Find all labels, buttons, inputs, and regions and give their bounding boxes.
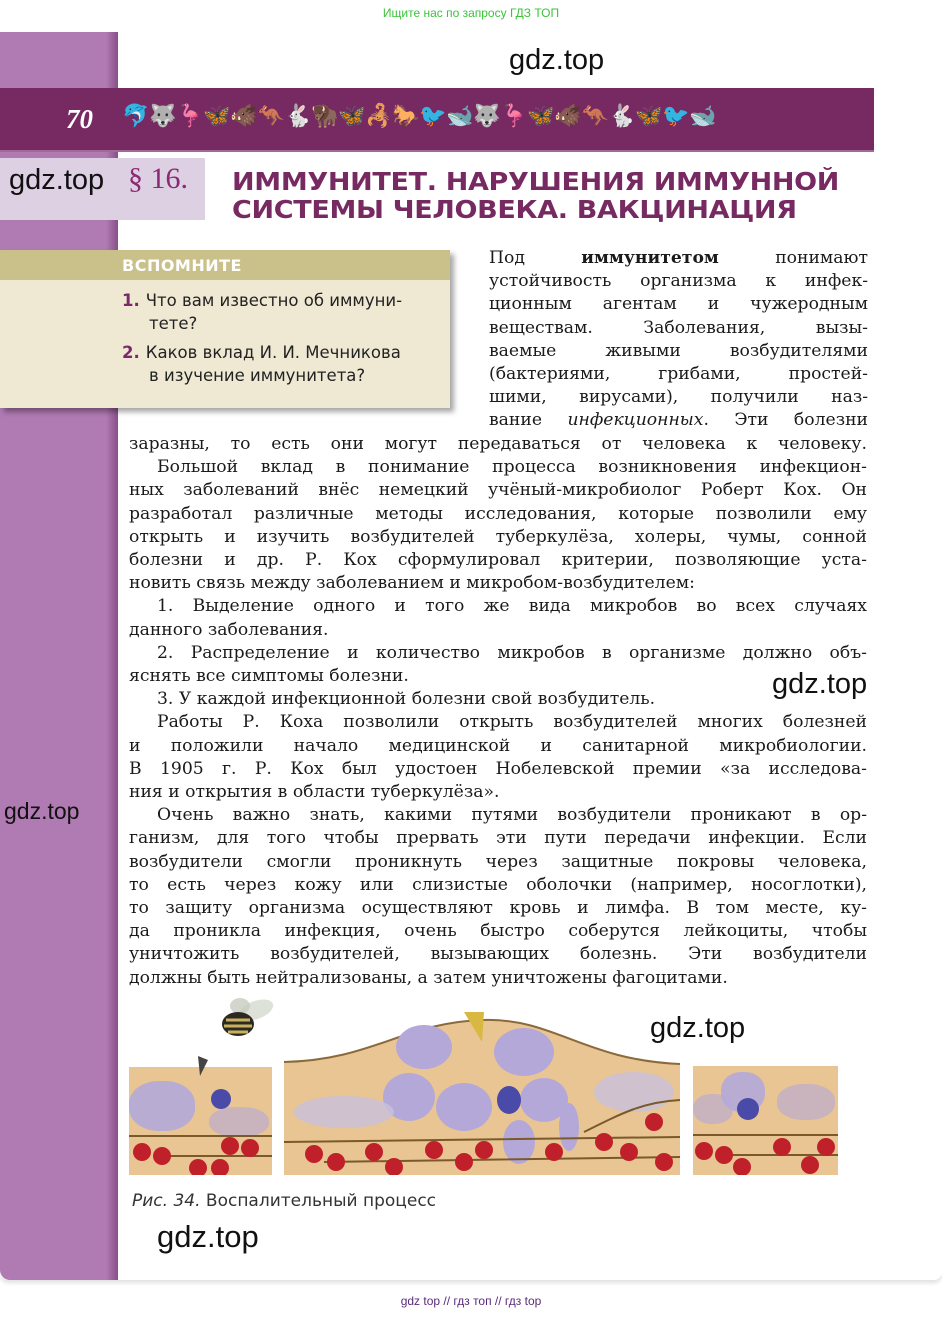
red-blood-cell [817,1138,835,1156]
text-line: новить связь между заболеванием и микробом-возбудителем: [129,573,695,594]
text-line: возбудители смогли проникнуть через защитные покровы человека, [129,851,867,872]
text-line: 2. Распределение и количество микробов в организме должно объ- [157,642,867,663]
red-blood-cell [715,1146,733,1164]
text-line: ганизм, для того чтобы прервать эти пути передачи инфекции. Если [129,828,867,849]
title-line: ИММУНИТЕТ. НАРУШЕНИЯ ИММУННОЙ [232,167,840,196]
text-line: яснять все симптомы болезни. [129,666,409,687]
text-line: Очень важно знать, какими путями возбудители проникают в ор- [157,805,867,826]
title-line: СИСТЕМЫ ЧЕЛОВЕКА. ВАКЦИНАЦИЯ [232,195,797,224]
red-blood-cell [189,1159,207,1175]
question-number: 1. [122,291,140,310]
red-blood-cell [773,1138,791,1156]
red-blood-cell [221,1137,239,1155]
watermark: gdz.top [4,798,80,824]
animal-icon: 🦋 [338,103,366,128]
text-line: и положили начало медицинской и санитарной микробиологии. [129,735,867,756]
text: Под [489,248,525,268]
text-line: веществам. Заболевания, вызы- [489,317,868,338]
text-line: В 1905 г. Р. Кох был удостоен Нобелевской премии «за исследова- [129,758,867,779]
leukocyte [209,1107,269,1137]
text-line: ных заболеваний внёс немецкий учёный-микробиолог Роберт Кох. Он [129,480,867,501]
text-line: должны быть нейтрализованы, а затем уничтожены фагоцитами. [129,967,728,988]
red-blood-cell [241,1139,259,1157]
text-line: (бактериями, грибами, простей- [489,364,868,385]
intro-paragraph [489,247,868,433]
bottom-links[interactable]: gdz top // гдз топ // гдз top [400,1294,542,1308]
text-line [489,409,868,432]
animal-icon: 🐦 [419,103,447,128]
animal-icon: 🐗 [554,103,582,128]
leukocyte [693,1094,733,1124]
leukocyte [129,1081,195,1131]
text-line: открыть и изучить возбудителей туберкулёза, холеры, чумы, сонной [129,526,867,547]
main-text [129,433,867,990]
watermark: gdz.top [157,1219,259,1254]
text-line: то защиту организма осуществляют кровь и лимфа. В том месте, ку- [129,898,867,919]
text: вание [489,410,543,431]
watermark: gdz.top [650,1012,746,1044]
text-line: 1. Выделение одного и того же вида микробов во всех случаях [157,596,867,617]
text-line: данного заболевания. [129,619,329,640]
section-title [232,168,839,224]
watermark: gdz.top [9,164,105,196]
figure-label: Рис. 34. [132,1191,201,1211]
text-line: разработал различные методы исследования, которые позволили ему [129,503,867,524]
text-line: уничтожить возбудителей, вызывающих болезнь. Эти возбудители [129,944,867,965]
remember-title: ВСПОМНИТЕ [122,256,242,275]
red-blood-cell [801,1156,819,1174]
animal-icon: 🐗 [230,103,258,128]
text-line: заразны, то есть они могут передаваться от человека к человеку. [129,434,867,454]
term-infectious: инфекционных [567,410,704,431]
page-header-band [0,88,874,152]
animal-icon: 🐺 [149,103,177,128]
text-line: то есть через кожу или слизистые оболочки (например, носоглотки), [129,874,867,895]
animal-icon: 🐦 [662,103,690,128]
animal-icon: 🦩 [176,103,204,128]
panel-inflammation [284,1012,680,1175]
cell-nucleus [737,1098,759,1120]
animal-icon: 🦂 [365,103,393,128]
text-line: ционным агентам и чужеродным [489,294,868,315]
red-blood-cell [133,1143,151,1161]
text-line: 3. У каждой инфекционной болезни свой возбудитель. [157,689,656,710]
animal-icon: 🐇 [608,103,636,128]
animal-icon: 🐬 [122,103,150,128]
animal-icon: 🦋 [203,103,231,128]
question-text: в изучение иммунитета? [149,366,366,385]
red-blood-cell [211,1159,229,1175]
animal-icon: 🦩 [500,103,528,128]
animal-icon: 🐺 [473,103,501,128]
question-text: Что вам известно об иммуни- [145,291,403,310]
animal-silhouettes-decoration [122,96,717,136]
page-number: 70 [66,104,93,134]
question-number: 2. [122,343,140,362]
remember-box-header [0,250,450,280]
bee-icon [212,996,278,1042]
figure-caption [132,1191,436,1211]
text-line [489,247,868,270]
animal-icon: 🦘 [257,103,285,128]
section-number: § 16. [128,162,188,195]
question-item [122,289,438,335]
text: понимают [775,248,868,268]
figure-title: Воспалительный процесс [205,1191,437,1211]
animal-icon: 🦋 [635,103,663,128]
stinger-icon [196,1056,210,1078]
text-line: шими, вирусами), получили наз- [489,387,868,408]
animal-icon: 🐋 [689,103,717,128]
text-line: болезни и др. Р. Кох сформулировал критерии, позволяющие уста- [129,550,867,571]
question-text: тете? [149,314,198,333]
watermark: gdz.top [509,44,605,76]
animal-icon: 🐎 [392,103,420,128]
leukocyte [777,1084,835,1120]
text: . Эти болезни [703,410,868,431]
text-line: ваемые живыми возбудителями [489,340,868,361]
term-immunity: иммунитетом [581,248,719,268]
red-blood-cell [733,1158,751,1175]
text-line: Работы Р. Коха позволили открыть возбудителей многих болезней [157,712,867,733]
text-line: да проникла инфекция, очень быстро соберутся лейкоциты, чтобы [129,921,867,942]
red-blood-cell [153,1147,171,1165]
animal-icon: 🦘 [581,103,609,128]
text-line: устойчивость организма к инфек- [489,271,868,292]
animal-icon: 🦋 [527,103,555,128]
text-line: Большой вклад в понимание процесса возникновения инфекцион- [157,457,867,478]
question-text: Каков вклад И. И. Мечникова [145,343,401,362]
text-line: ния и открытия в области туберкулёза». [129,782,500,803]
watermark: gdz.top [772,668,868,700]
remember-box [0,250,450,408]
red-blood-cell [695,1142,713,1160]
animal-icon: 🦬 [311,103,339,128]
animal-icon: 🐇 [284,103,312,128]
panel-healing [693,1066,838,1175]
cell-nucleus [211,1089,231,1109]
animal-icon: 🐋 [446,103,474,128]
panel-sting [129,1067,272,1175]
top-search-banner[interactable]: Ищите нас по запросу ГДЗ ТОП [382,6,560,20]
question-item [122,341,438,387]
